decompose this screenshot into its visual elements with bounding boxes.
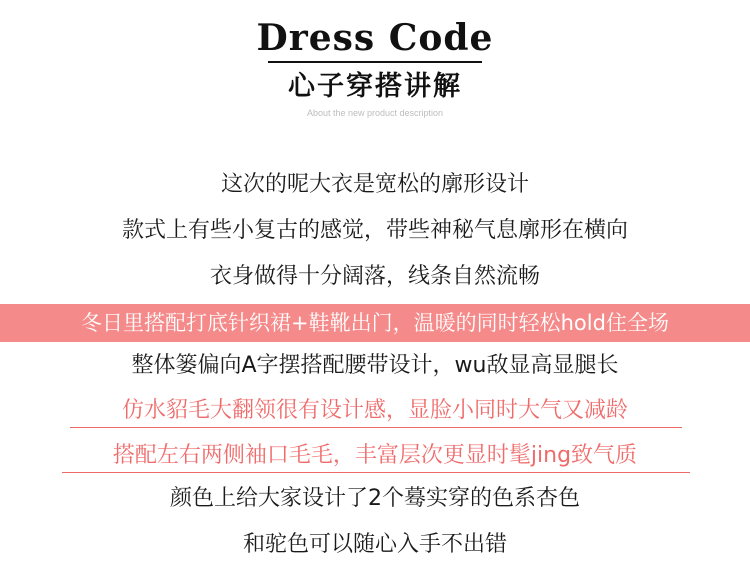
description-line-5: 整体篓偏向A字摆搭配腰带设计，wu敌显高显腿长 — [131, 353, 619, 378]
page-title: Dress Code — [256, 17, 494, 59]
description-line-1: 这次的呢大衣是宽松的廓形设计 — [220, 172, 529, 197]
title-underline — [268, 61, 482, 63]
line-7-underline — [62, 472, 690, 473]
description-line-3: 衣身做得十分阔落，线条自然流畅 — [209, 264, 540, 289]
description-line-6-accent: 仿水貂毛大翻领很有设计感，显脸小同时大气又减龄 — [121, 398, 628, 423]
line-6-underline — [70, 427, 682, 428]
description-line-9: 和驼色可以随心入手不出错 — [242, 532, 507, 557]
description-line-2: 款式上有些小复古的感觉，带些神秘气息廓形在横向 — [121, 218, 628, 243]
description-line-8: 颜色上给大家设计了2个蓦实穿的色系杏色 — [170, 486, 580, 511]
description-line-7-accent: 搭配左右两侧袖口毛毛，丰富层次更显时髦jing致气质 — [112, 443, 638, 468]
description-line-4-highlighted: 冬日里搭配打底针织裙+鞋靴出门，温暖的同时轻松hold住全场 — [81, 311, 669, 335]
page-subtitle: 心子穿搭讲解 — [288, 71, 462, 102]
tagline: About the new product description — [306, 108, 444, 118]
